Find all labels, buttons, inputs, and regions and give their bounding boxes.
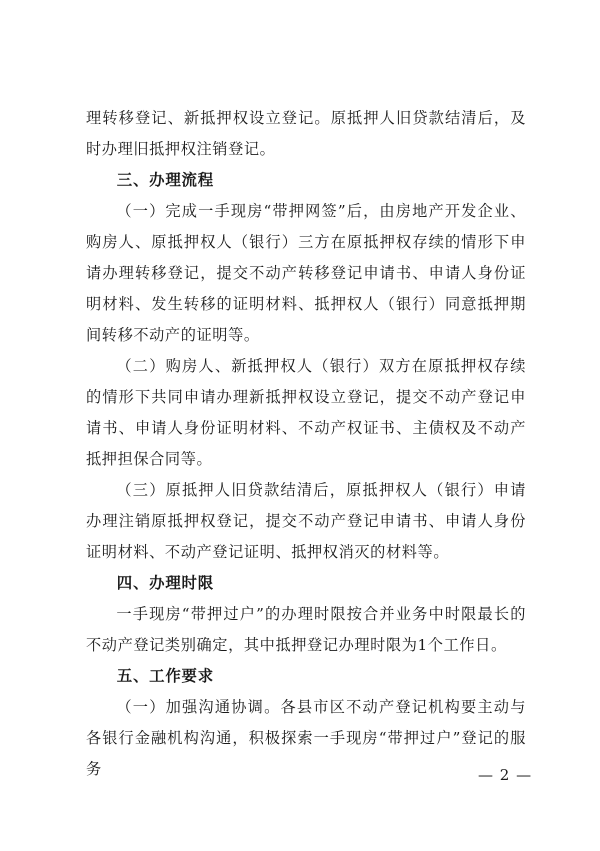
document-body [86, 103, 526, 785]
paragraph-procedure-step-1: （一）完成一手现房“带押网签”后，由房地产开发企业、购房人、原抵押权人（银行）三方在原抵押权存续的情形下申请办理转移登记，提交不动产转移登记申请书、申请人身份证明材料、发生转移的证明材料、抵押权人（银行）同意抵押期间转移不动产的证明等。 [86, 202, 526, 344]
paragraph-time-limit: 一手现房“带押过户”的办理时限按合并业务中时限最长的不动产登记类别确定，其中抵押登记办理时限为1个工作日。 [86, 605, 526, 654]
page-number: — 2 — [478, 766, 533, 784]
paragraph-procedure-step-3: （三）原抵押人旧贷款结清后，原抵押权人（银行）申请办理注销原抵押权登记，提交不动产登记申请书、申请人身份证明材料、不动产登记证明、抵押权消灭的材料等。 [86, 481, 526, 561]
section-heading-work-requirements: 五、工作要求 [116, 667, 214, 685]
section-heading-procedure: 三、办理流程 [116, 171, 214, 189]
paragraph-procedure-step-2: （二）购房人、新抵押权人（银行）双方在原抵押权存续的情形下共同申请办理新抵押权设立登记，提交不动产登记申请书、申请人身份证明材料、不动产权证书、主债权及不动产抵押担保合同等。 [86, 357, 526, 468]
paragraph-continued-text: 理转移登记、新抵押权设立登记。原抵押人旧贷款结清后，及时办理旧抵押权注销登记。 [86, 109, 526, 158]
paragraph-work-requirement-1: （一）加强沟通协调。各县市区不动产登记机构要主动与各银行金融机构沟通，积极探索一手现房“带押过户”登记的服务 [86, 698, 526, 778]
section-heading-time-limit: 四、办理时限 [116, 574, 214, 592]
